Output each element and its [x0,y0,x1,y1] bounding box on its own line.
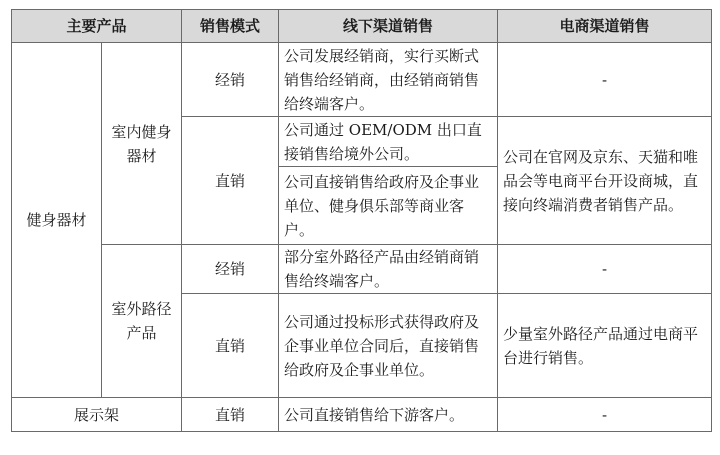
indoor-direct-ecommerce: 公司在官网及京东、天猫和唯品会等电商平台开设商城，直接向终端消费者销售产品。 [498,117,712,245]
header-sales-mode: 销售模式 [182,10,279,43]
outdoor-direct-ecommerce: 少量室外路径产品通过电商平台进行销售。 [498,294,712,398]
mode-direct-cell: 直销 [182,294,279,398]
outdoor-distribution-offline: 部分室外路径产品由经销商销售给终端客户。 [279,245,498,294]
header-offline-channel: 线下渠道销售 [279,10,498,43]
mode-distribution-cell: 经销 [182,245,279,294]
indoor-direct-gov-offline: 公司直接销售给政府及企事业单位、健身俱乐部等商业客户。 [279,167,498,245]
outdoor-direct-offline: 公司通过投标形式获得政府及企事业单位合同后，直接销售给政府及企事业单位。 [279,294,498,398]
category-fitness-equipment: 健身器材 [12,43,102,398]
indoor-distribution-offline: 公司发展经销商，实行买断式销售给经销商，由经销商销售给终端客户。 [279,43,498,117]
subcategory-outdoor: 室外路径产品 [102,245,182,398]
display-direct-offline: 公司直接销售给下游客户。 [279,398,498,432]
mode-direct-cell: 直销 [182,117,279,245]
subcategory-indoor: 室内健身器材 [102,43,182,245]
mode-direct-cell: 直销 [182,398,279,432]
header-row [12,10,712,43]
table-row [12,398,712,432]
table-row [12,245,712,294]
outdoor-distribution-ecommerce: - [498,245,712,294]
indoor-direct-oem-offline: 公司通过 OEM/ODM 出口直接销售给境外公司。 [279,117,498,167]
indoor-distribution-ecommerce: - [498,43,712,117]
mode-distribution-cell: 经销 [182,43,279,117]
category-display-rack: 展示架 [12,398,182,432]
table-row [12,43,712,117]
header-ecommerce-channel: 电商渠道销售 [498,10,712,43]
header-main-product: 主要产品 [12,10,182,43]
sales-channel-table [11,9,712,432]
display-direct-ecommerce: - [498,398,712,432]
